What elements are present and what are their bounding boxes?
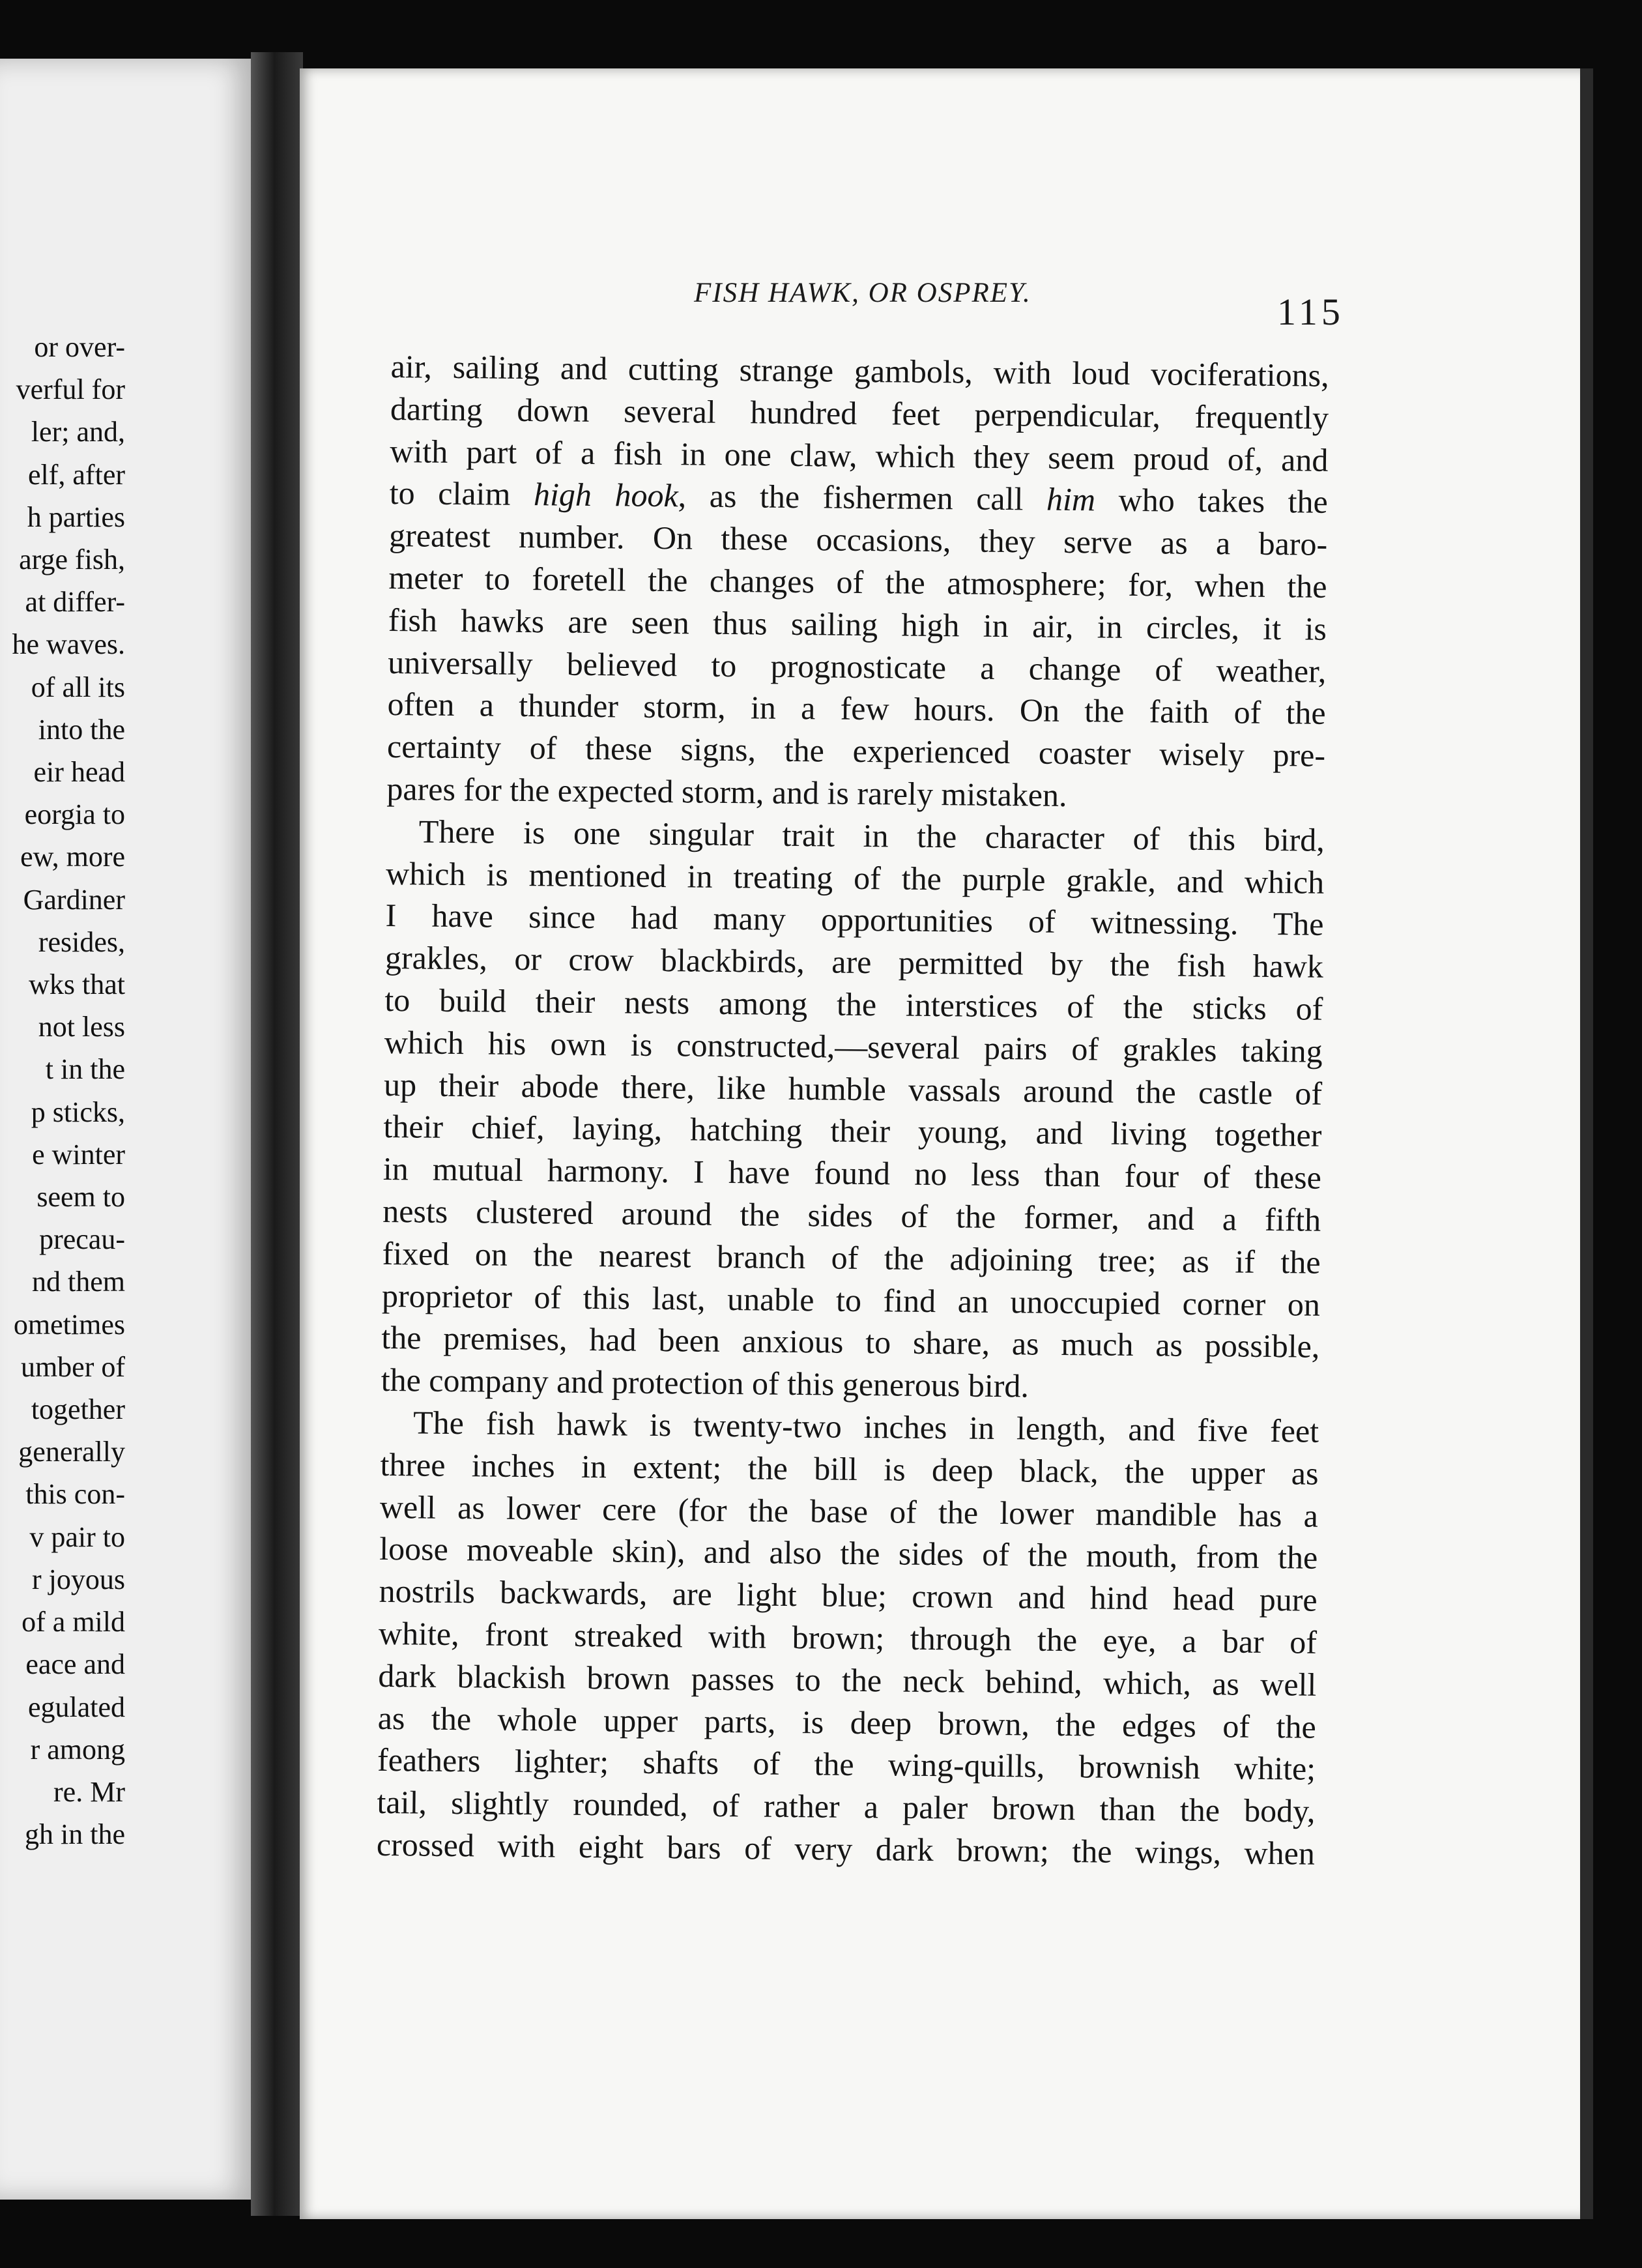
- text-segment: up their abode there, like humble vassals around the castle of: [383, 1066, 1323, 1112]
- text-segment: their chief, laying, hatching their young, and living together: [383, 1108, 1322, 1154]
- text-segment: white, front streaked with brown; through the eye, a bar of: [378, 1614, 1318, 1661]
- text-segment: crossed with eight bars of very dark brown; the wings, when: [376, 1825, 1316, 1872]
- text-segment: fish hawks are seen thus sailing high in air, in circles, it is: [388, 601, 1327, 647]
- previous-page-line-text: wks that: [29, 968, 125, 1001]
- previous-page-line: [0, 538, 125, 581]
- text-line: [377, 1824, 1316, 1875]
- text-segment: three inches in extent; the bill is deep black, the upper as: [380, 1446, 1319, 1492]
- text-segment: air, sailing and cutting strange gambols, with loud vociferations,: [390, 347, 1329, 394]
- previous-page-line-text: this con-: [25, 1478, 125, 1511]
- page-edge-shadow: [1580, 68, 1593, 2219]
- previous-page-line-text: generally: [18, 1436, 125, 1468]
- text-segment: in mutual harmony. I have found no less than four of these: [382, 1150, 1322, 1196]
- text-segment: certainty of these signs, the experienced coaster wisely pre-: [386, 728, 1326, 774]
- previous-page-line: [0, 623, 125, 665]
- previous-page-line-text: of all its: [31, 671, 125, 703]
- previous-page-line-text: h parties: [27, 501, 125, 533]
- previous-page-line: [0, 1346, 125, 1388]
- previous-page-line: [0, 1176, 125, 1218]
- previous-page-line-text: gh in the: [25, 1818, 125, 1851]
- previous-page-line-text: or over-: [34, 331, 125, 363]
- previous-page-line: [0, 666, 125, 708]
- previous-page-line-text: umber of: [20, 1350, 125, 1383]
- previous-page-line: [0, 1133, 125, 1176]
- text-segment: who takes the: [1095, 481, 1329, 521]
- previous-page-line-text: r joyous: [32, 1563, 125, 1595]
- previous-page-line: [0, 1601, 125, 1643]
- previous-page-line-text: arge fish,: [19, 544, 125, 576]
- previous-page-line: [0, 793, 125, 836]
- previous-page-line-text: ometimes: [13, 1308, 125, 1341]
- previous-page-line-text: nd them: [32, 1266, 125, 1298]
- previous-page-line: [0, 1091, 125, 1133]
- previous-page-line: [0, 1388, 125, 1431]
- previous-page-line-text: together: [31, 1393, 125, 1426]
- text-segment: the premises, had been anxious to share, as much as possible,: [381, 1319, 1320, 1365]
- previous-page-line-text: precau-: [39, 1223, 125, 1256]
- previous-page-line: [0, 496, 125, 538]
- text-segment: as the whole upper parts, is deep brown, the edges of the: [377, 1699, 1316, 1745]
- previous-page-line: [0, 1771, 125, 1813]
- text-segment: often a thunder storm, in a few hours. On the faith of the: [387, 686, 1326, 732]
- text-segment: grakles, or crow blackbirds, are permitted by the fish hawk: [384, 939, 1324, 985]
- previous-page-line: [0, 454, 125, 496]
- previous-page-line-text: v pair to: [29, 1520, 125, 1553]
- previous-page-line: [0, 1516, 125, 1558]
- previous-page-line-text: not less: [38, 1011, 125, 1043]
- previous-page-line-text: elf, after: [28, 458, 125, 491]
- text-segment: with part of a fish in one claw, which they seem proud of, and: [390, 432, 1329, 478]
- text-segment: pares for the expected storm, and is rarely mistaken.: [386, 770, 1067, 813]
- text-segment: I have since had many opportunities of witnessing. The: [385, 897, 1324, 943]
- previous-page-line-text: resides,: [38, 925, 125, 958]
- previous-page-line-text: t in the: [45, 1053, 125, 1086]
- previous-page-line-text: seem to: [36, 1181, 125, 1214]
- previous-page-line-text: e winter: [32, 1138, 125, 1170]
- previous-page-line-text: he waves.: [12, 628, 125, 661]
- text-segment: , as the fishermen call: [678, 477, 1047, 518]
- previous-page-line: [0, 708, 125, 751]
- previous-page-line-text: egulated: [27, 1691, 125, 1723]
- previous-page-line: [0, 1558, 125, 1601]
- text-segment: nests clustered around the sides of the former, and a fifth: [382, 1192, 1321, 1238]
- previous-page-line-text: ew, more: [20, 841, 125, 873]
- book-gutter: [251, 52, 303, 2216]
- previous-page-text: [0, 326, 125, 1855]
- previous-page-line: [0, 1686, 125, 1728]
- text-segment: universally believed to prognosticate a change of weather,: [388, 643, 1327, 690]
- text-segment: proprietor of this last, unable to find an unoccupied corner on: [381, 1277, 1321, 1323]
- italic-phrase: high hook: [533, 476, 678, 514]
- previous-page-line: [0, 1218, 125, 1260]
- previous-page-line-text: verful for: [16, 373, 125, 406]
- text-segment: nostrils backwards, are light blue; crown and hind head pure: [379, 1573, 1318, 1618]
- previous-page-line: [0, 1431, 125, 1473]
- previous-page-line: [0, 1260, 125, 1303]
- previous-page-line: [0, 1813, 125, 1855]
- previous-page-line: [0, 836, 125, 878]
- previous-page-line: [0, 1643, 125, 1685]
- previous-page-line-text: eir head: [33, 756, 125, 789]
- text-segment: the company and protection of this generous bird.: [381, 1361, 1030, 1404]
- text-segment: feathers lighter; shafts of the wing-quills, brownish white;: [377, 1741, 1316, 1788]
- previous-page-line: [0, 879, 125, 921]
- previous-page-line: [0, 751, 125, 793]
- text-segment: which his own is constructed,—several pairs of grakles taking: [384, 1023, 1323, 1069]
- previous-page-line: [0, 326, 125, 368]
- page-number: 115: [1277, 291, 1344, 333]
- previous-page-line-text: r among: [30, 1733, 125, 1766]
- text-segment: well as lower cere (for the base of the lower mandible has a: [379, 1488, 1319, 1534]
- previous-page-line: [0, 581, 125, 623]
- running-header: FISH HAWK, OR OSPREY.: [694, 278, 1031, 308]
- previous-page-line-text: Gardiner: [23, 883, 125, 916]
- text-segment: loose moveable skin), and also the sides of the mouth, from the: [379, 1530, 1318, 1577]
- previous-page-line: [0, 411, 125, 453]
- text-segment: The fish hawk is twenty-two inches in length, and five feet: [412, 1404, 1319, 1449]
- previous-page-line: [0, 921, 125, 963]
- text-segment: darting down several hundred feet perpendicular, frequently: [390, 390, 1329, 436]
- text-segment: tail, slightly rounded, of rather a paler brown than the body,: [377, 1783, 1316, 1829]
- previous-page-line: [0, 1728, 125, 1771]
- previous-page-line: [0, 1473, 125, 1515]
- text-segment: to claim: [389, 474, 534, 513]
- text-segment: dark blackish brown passes to the neck behind, which, as well: [378, 1657, 1317, 1703]
- text-segment: meter to foretell the changes of the atmosphere; for, when the: [388, 559, 1327, 605]
- page-body-text: [377, 345, 1329, 1874]
- previous-page-line: [0, 368, 125, 411]
- previous-page-line-text: p sticks,: [31, 1096, 125, 1128]
- previous-page-line-text: ler; and,: [31, 416, 125, 448]
- text-segment: fixed on the nearest branch of the adjoining tree; as if the: [382, 1234, 1321, 1281]
- previous-page-line: [0, 1048, 125, 1090]
- text-segment: which is mentioned in treating of the purple grakle, and which: [385, 854, 1325, 901]
- previous-page-line-text: eace and: [25, 1648, 125, 1681]
- previous-page-line-text: at differ-: [25, 586, 125, 618]
- previous-page-line-text: of a mild: [22, 1606, 125, 1638]
- previous-page-line-text: re. Mr: [53, 1775, 125, 1808]
- previous-page-line-text: eorgia to: [24, 798, 125, 831]
- text-segment: to build their nests among the interstices of the sticks of: [384, 981, 1323, 1027]
- text-segment: greatest number. On these occasions, they serve as a baro-: [388, 517, 1328, 562]
- previous-page-line: [0, 963, 125, 1006]
- previous-page-line-text: into the: [38, 713, 125, 746]
- italic-phrase: him: [1046, 481, 1096, 518]
- previous-page-line: [0, 1303, 125, 1346]
- text-segment: There is one singular trait in the character of this bird,: [418, 813, 1325, 858]
- previous-page-line: [0, 1006, 125, 1048]
